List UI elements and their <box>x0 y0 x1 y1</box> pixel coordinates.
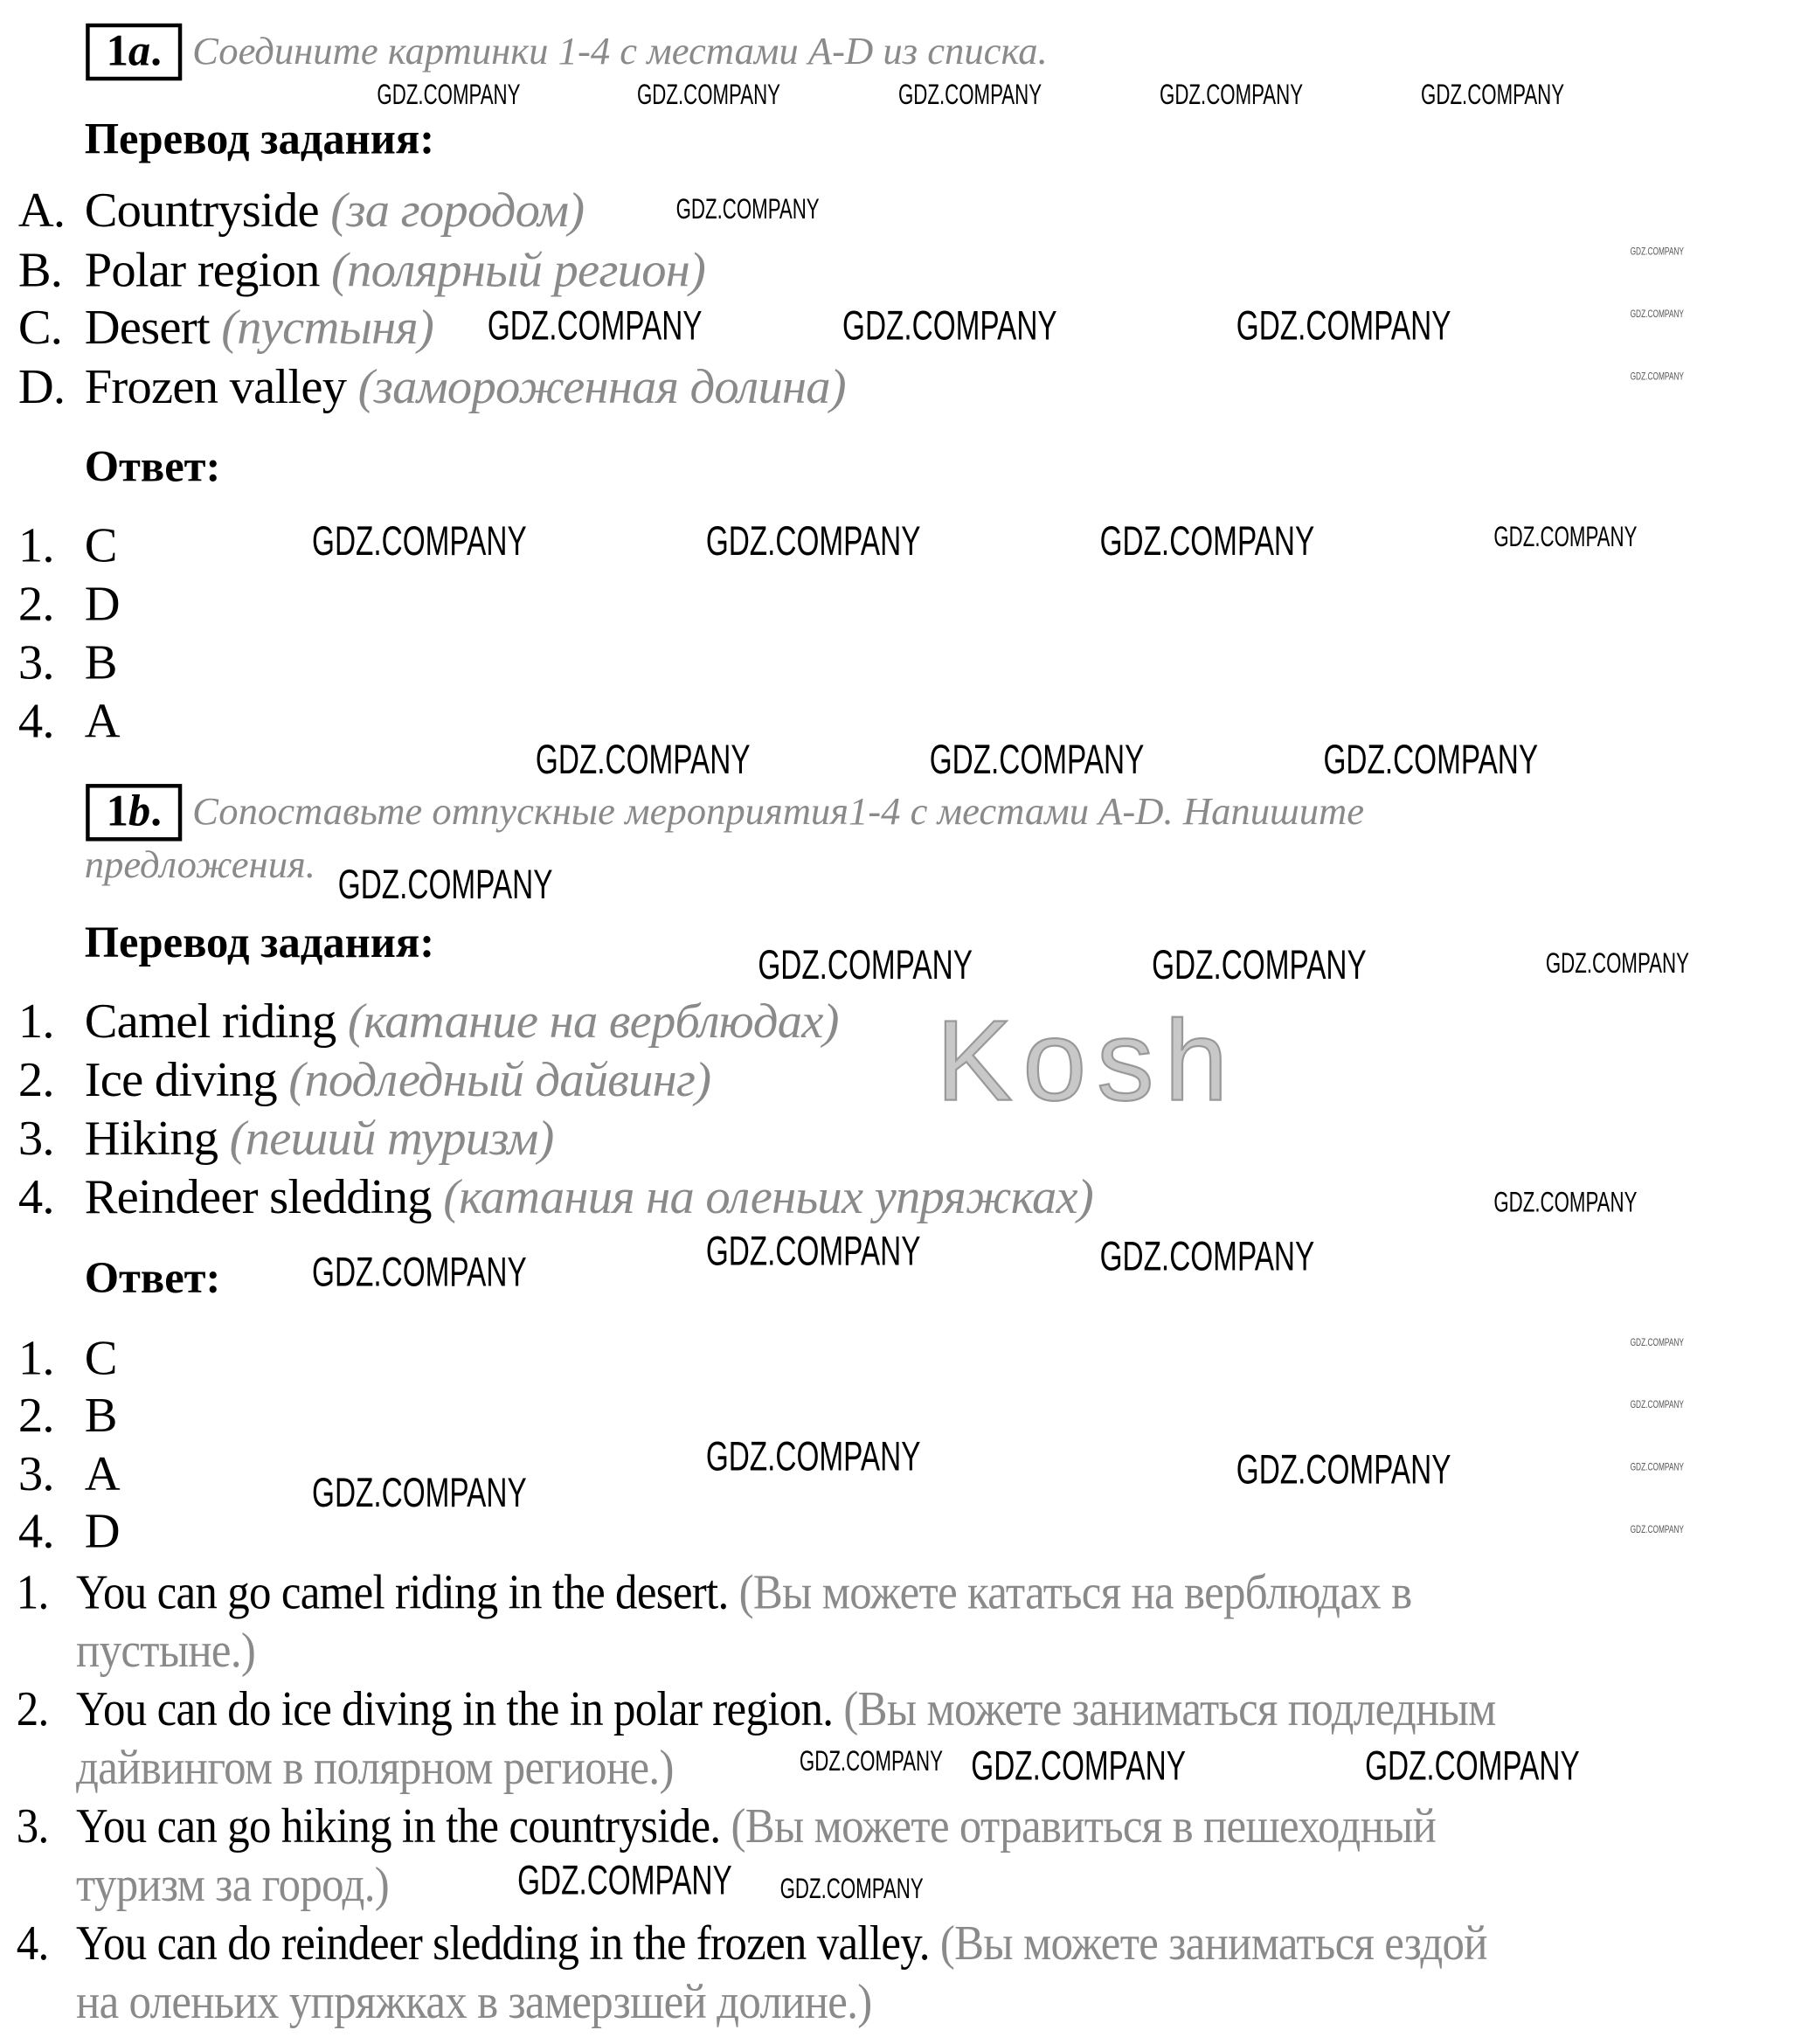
watermark: GDZ.COMPANY <box>1160 78 1304 111</box>
sentence-russian-line2: пустыне.) <box>76 1624 256 1679</box>
watermark: GDZ.COMPANY <box>705 1227 921 1274</box>
watermark: GDZ.COMPANY <box>1493 1185 1638 1218</box>
sentence-marker: 1. <box>16 1565 49 1620</box>
exercise-number: 1 <box>106 27 128 76</box>
watermark: GDZ.COMPANY <box>312 517 527 565</box>
exercise-1b-label <box>86 784 182 841</box>
watermark: GDZ.COMPANY <box>312 1248 527 1295</box>
answer-marker: 1. <box>17 518 54 574</box>
item-english: Desert <box>84 300 210 356</box>
watermark: GDZ.COMPANY <box>636 78 781 111</box>
answer-heading-1a: Ответ: <box>84 443 221 492</box>
item-russian: (замороженная долина) <box>357 360 846 415</box>
sentence-russian-line2: на оленьих упряжках в замерзшей долине.) <box>76 1974 872 2030</box>
sentence-russian-line2: туризм за город.) <box>76 1857 390 1913</box>
watermark: GDZ.COMPANY <box>842 301 1057 349</box>
watermark: GDZ.COMPANY <box>971 1742 1186 1790</box>
exercise-number: 1 <box>106 787 128 836</box>
exercise-1b-task: Сопоставьте отпускные мероприятия1-4 с местами A-D. Напишите <box>192 790 1365 834</box>
sentence-english: You can go hiking in the countryside. <box>76 1798 721 1854</box>
answer-marker: 1. <box>17 1331 54 1386</box>
item-marker: B. <box>17 243 63 298</box>
item-russian: (за городом) <box>330 183 585 239</box>
sentence-english: You can do ice diving in the in polar region. <box>76 1682 834 1737</box>
sentence-russian: (Вы можете кататься на верблюдах в <box>738 1565 1412 1620</box>
watermark: GDZ.COMPANY <box>1493 520 1638 553</box>
exercise-dot: . <box>150 27 162 76</box>
item-english: Polar region <box>84 243 320 298</box>
watermark: GDZ.COMPANY <box>898 78 1042 111</box>
answer-marker: 2. <box>17 577 54 633</box>
item-english: Reindeer sledding <box>84 1169 432 1225</box>
handwritten-signature: Kosh <box>936 995 1239 1125</box>
answer-value: B <box>84 1388 117 1444</box>
answer-marker: 4. <box>17 694 54 749</box>
exercise-letter: a <box>128 27 151 76</box>
item-russian: (пустыня) <box>221 300 434 356</box>
answer-value: D <box>84 577 120 633</box>
sentence-russian: (Вы можете отравиться в пешеходный <box>731 1798 1437 1854</box>
watermark: GDZ.COMPANY <box>487 301 703 349</box>
answer-value: A <box>84 1446 120 1502</box>
exercise-1b-task-cont: предложения. <box>84 843 315 887</box>
item-russian: (полярный регион) <box>331 243 706 298</box>
watermark: GDZ.COMPANY <box>337 860 553 908</box>
watermark: GDZ.COMPANY <box>675 192 820 225</box>
item-marker: C. <box>17 300 63 356</box>
exercise-1a-label <box>86 24 182 80</box>
sentence-russian-line2: дайвингом в полярном регионе.) <box>76 1741 674 1796</box>
watermark: GDZ.COMPANY <box>1545 946 1689 980</box>
watermark: GDZ.COMPANY <box>758 941 973 988</box>
item-russian: (катание на верблюдах) <box>347 994 839 1050</box>
watermark: GDZ.COMPANY <box>929 736 1145 783</box>
item-marker: 4. <box>17 1169 54 1225</box>
watermark: GDZ.COMPANY <box>1236 301 1451 349</box>
sentence-english: You can go camel riding in the desert. <box>76 1565 729 1620</box>
watermark: GDZ.COMPANY <box>705 1432 921 1480</box>
item-english: Hiking <box>84 1111 218 1167</box>
watermark: GDZ.COMPANY <box>517 1856 732 1903</box>
watermark: GDZ.COMPANY <box>1630 246 1684 258</box>
watermark: GDZ.COMPANY <box>1630 1336 1684 1348</box>
watermark: GDZ.COMPANY <box>312 1469 527 1516</box>
translation-heading-1a: Перевод задания: <box>84 115 435 164</box>
watermark: GDZ.COMPANY <box>705 517 921 565</box>
watermark: GDZ.COMPANY <box>1323 736 1539 783</box>
exercise-letter: b <box>128 787 151 836</box>
watermark: GDZ.COMPANY <box>1365 1742 1580 1790</box>
watermark: GDZ.COMPANY <box>535 736 751 783</box>
watermark: GDZ.COMPANY <box>377 78 521 111</box>
item-english: Frozen valley <box>84 360 347 415</box>
exercise-dot: . <box>150 787 162 836</box>
item-english: Ice diving <box>84 1053 277 1108</box>
item-marker: 1. <box>17 994 54 1050</box>
item-marker: D. <box>17 360 66 415</box>
watermark: GDZ.COMPANY <box>1099 1232 1315 1279</box>
sentence-marker: 2. <box>16 1682 49 1737</box>
watermark: GDZ.COMPANY <box>1236 1445 1451 1493</box>
watermark: GDZ.COMPANY <box>1630 370 1684 383</box>
exercise-1a-task: Соедините картинки 1-4 с местами A-D из списка. <box>192 30 1048 73</box>
watermark: GDZ.COMPANY <box>1630 1523 1684 1535</box>
watermark: GDZ.COMPANY <box>1099 517 1315 565</box>
watermark: GDZ.COMPANY <box>1630 308 1684 320</box>
item-russian: (пеший туризм) <box>229 1111 554 1167</box>
sentence-english: You can do reindeer sledding in the frozen valley. <box>76 1916 930 1971</box>
sentence-marker: 3. <box>16 1798 49 1854</box>
translation-heading-1b: Перевод задания: <box>84 918 435 967</box>
sentence-russian: (Вы можете заниматься подледным <box>843 1682 1496 1737</box>
item-russian: (катания на оленьих упряжках) <box>443 1169 1093 1225</box>
watermark: GDZ.COMPANY <box>1630 1398 1684 1411</box>
answer-marker: 2. <box>17 1388 54 1444</box>
item-marker: 3. <box>17 1111 54 1167</box>
watermark: GDZ.COMPANY <box>1630 1461 1684 1473</box>
answer-value: A <box>84 694 120 749</box>
answer-value: C <box>84 518 117 574</box>
answer-marker: 3. <box>17 1446 54 1502</box>
watermark: GDZ.COMPANY <box>1421 78 1565 111</box>
sentence-russian: (Вы можете заниматься ездой <box>939 1916 1487 1971</box>
item-english: Camel riding <box>84 994 336 1050</box>
sentence-marker: 4. <box>16 1916 49 1971</box>
answer-value: D <box>84 1504 120 1559</box>
item-english: Countryside <box>84 183 319 239</box>
watermark: GDZ.COMPANY <box>779 1872 924 1905</box>
watermark: GDZ.COMPANY <box>799 1744 943 1777</box>
answer-value: B <box>84 635 117 690</box>
item-marker: 2. <box>17 1053 54 1108</box>
answer-marker: 3. <box>17 635 54 690</box>
answer-marker: 4. <box>17 1504 54 1559</box>
item-russian: (подледный дайвинг) <box>288 1053 711 1108</box>
answer-heading-1b: Ответ: <box>84 1254 221 1303</box>
watermark: GDZ.COMPANY <box>1152 941 1367 988</box>
item-marker: A. <box>17 183 66 239</box>
answer-value: C <box>84 1331 117 1386</box>
